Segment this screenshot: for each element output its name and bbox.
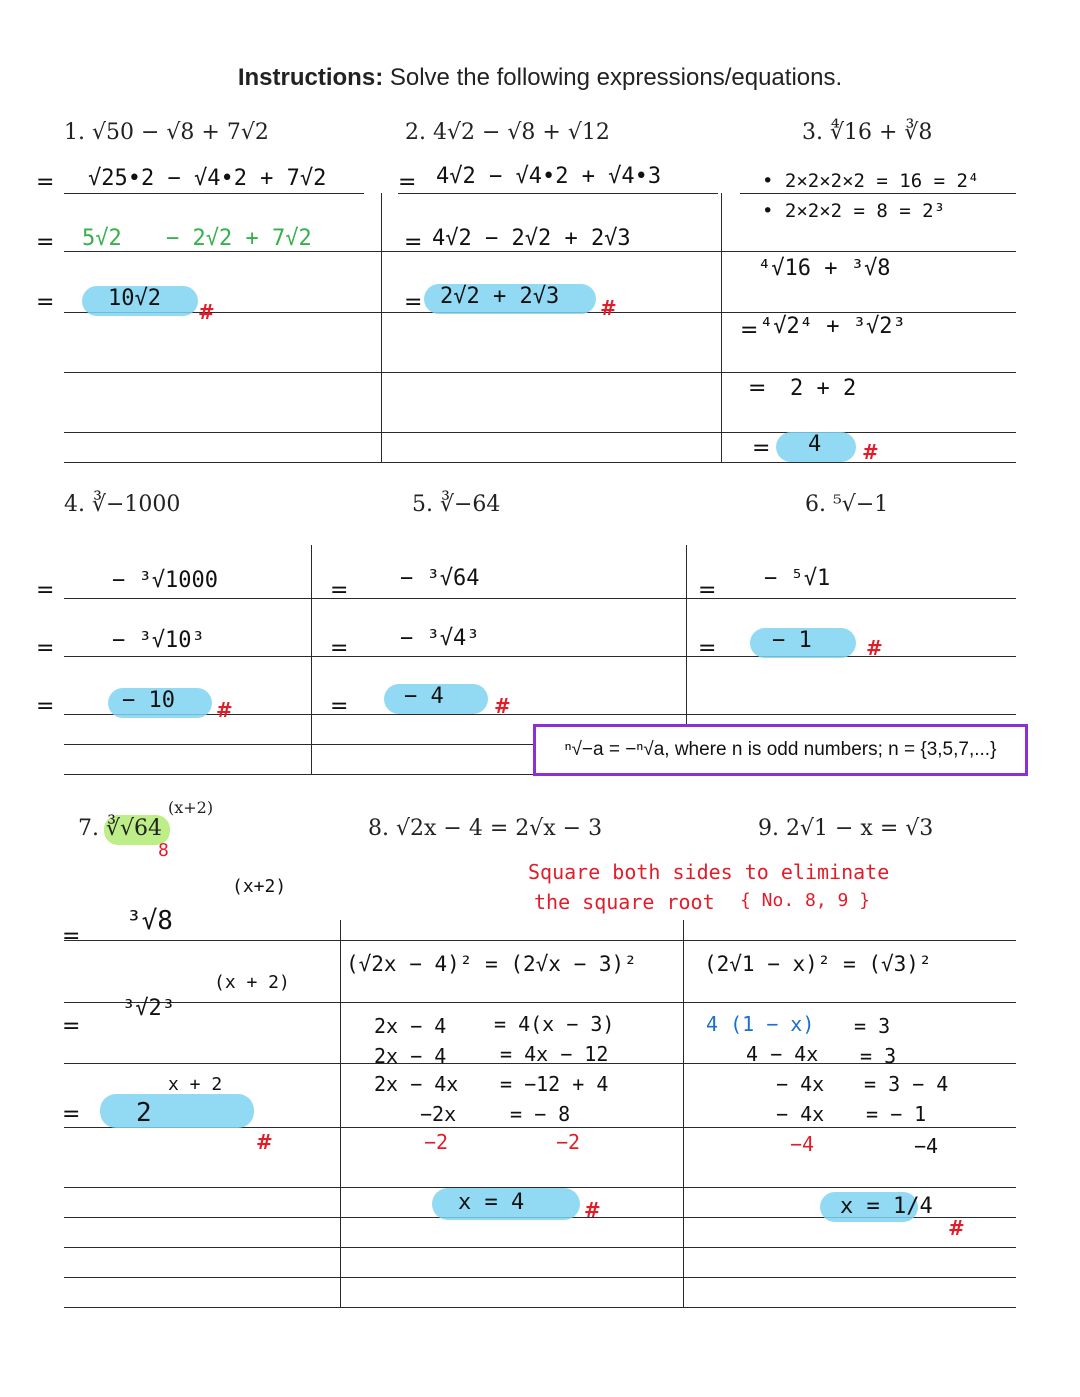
- answer-2: 2√2 + 2√3: [440, 284, 560, 309]
- answer-4: − 10: [122, 688, 175, 713]
- equals-sign: =: [740, 318, 759, 343]
- check-mark: #: [198, 300, 215, 324]
- work-8-line-2b: = 4(x − 3): [494, 1012, 615, 1036]
- problem-4: 4. ∛−1000: [64, 492, 181, 517]
- check-mark: #: [600, 296, 617, 320]
- work-5-line-2: − ³√4³: [400, 626, 480, 651]
- problem-5: 5. ∛−64: [412, 492, 501, 517]
- equals-sign: =: [330, 636, 349, 661]
- square-note-line-1: Square both sides to eliminate: [528, 860, 890, 884]
- problem-7: 7. ∛√64: [78, 816, 163, 841]
- work-8-line-4b: = −12 + 4: [500, 1072, 609, 1096]
- square-note-line-3: { No. 8, 9 }: [740, 890, 871, 911]
- work-9-line-3b: = 3: [860, 1044, 897, 1068]
- work-8-line-4a: 2x − 4x: [374, 1072, 459, 1096]
- work-8-line-2a: 2x − 4: [374, 1014, 447, 1038]
- work-2-line-2: 4√2 − 2√2 + 2√3: [432, 226, 631, 251]
- instructions-label: Instructions:: [237, 64, 384, 91]
- square-note-line-2: the square root: [534, 890, 715, 914]
- equals-sign: =: [398, 170, 417, 195]
- work-1-line-2b: − 2√2 + 7√2: [166, 226, 312, 251]
- check-mark: #: [256, 1130, 273, 1154]
- answer-7-highlight: [100, 1094, 254, 1128]
- work-8-line-1: (√2x − 4)² = (2√x − 3)²: [346, 952, 637, 976]
- equals-sign: =: [404, 230, 423, 255]
- work-8-line-3a: 2x − 4: [374, 1044, 447, 1068]
- equals-sign: =: [404, 290, 423, 315]
- work-9-line-2b: = 3: [854, 1014, 891, 1038]
- equals-sign: =: [62, 1102, 81, 1127]
- work-9-line-5b: = − 1: [866, 1102, 927, 1126]
- answer-1: 10√2: [108, 286, 161, 311]
- answer-8: x = 4: [458, 1190, 525, 1215]
- equals-sign: =: [36, 230, 55, 255]
- work-1-line-2a: 5√2: [82, 226, 122, 251]
- work-9-line-6a: −4: [790, 1132, 815, 1156]
- check-mark: #: [494, 694, 511, 718]
- answer-9: x = 1/4: [840, 1194, 933, 1219]
- work-8-line-5a: −2x: [420, 1102, 457, 1126]
- work-3-line-5: 2 + 2: [790, 376, 857, 401]
- work-4-line-1: − ³√1000: [112, 568, 218, 593]
- equals-sign: =: [330, 694, 349, 719]
- work-2-line-1: 4√2 − √4•2 + √4•3: [436, 164, 662, 189]
- problem-2: 2. 4√2 − √8 + √12: [405, 120, 610, 145]
- work-7-line-2-exp: (x + 2): [214, 972, 290, 993]
- answer-6: − 1: [772, 628, 812, 653]
- problem-6: 6. ⁵√−1: [805, 492, 889, 517]
- equals-sign: =: [698, 636, 717, 661]
- work-1-line-1: √25•2 − √4•2 + 7√2: [88, 166, 327, 191]
- answer-3: 4: [808, 432, 822, 457]
- equals-sign: =: [36, 290, 55, 315]
- work-7-line-2: ³√2³: [122, 996, 175, 1021]
- equals-sign: =: [62, 1014, 81, 1039]
- answer-5: − 4: [404, 684, 444, 709]
- work-8-line-3b: = 4x − 12: [500, 1042, 609, 1066]
- check-mark: #: [216, 698, 233, 722]
- work-9-line-3a: 4 − 4x: [746, 1042, 819, 1066]
- check-mark: #: [948, 1216, 965, 1240]
- work-5-line-1: − ³√64: [400, 566, 480, 591]
- work-7-line-1-exp: (x+2): [232, 876, 287, 897]
- work-8-line-5b: = − 8: [510, 1102, 571, 1126]
- instructions-text: Solve the following expressions/equations.: [389, 64, 843, 91]
- work-3-line-2: • 2×2×2 = 8 = 2³: [762, 200, 946, 222]
- answer-7-exp: x + 2: [168, 1074, 223, 1095]
- work-7-line-1: ³√8: [126, 906, 173, 936]
- check-mark: #: [584, 1198, 601, 1222]
- instructions: [0, 64, 1080, 92]
- equals-sign: =: [36, 170, 55, 195]
- answer-7: 2: [136, 1098, 152, 1128]
- problem-1: 1. √50 − √8 + 7√2: [64, 120, 269, 145]
- problem-8: 8. √2x − 4 = 2√x − 3: [368, 816, 603, 841]
- problem-7-exponent: (x+2): [168, 798, 214, 817]
- check-mark: #: [866, 636, 883, 660]
- work-3-line-3: ⁴√16 + ³√8: [758, 256, 891, 281]
- problem-3: 3. ∜16 + ∛8: [802, 120, 933, 145]
- work-3-line-1: • 2×2×2×2 = 16 = 2⁴: [762, 170, 980, 192]
- equals-sign: =: [752, 436, 771, 461]
- work-9-line-5a: − 4x: [776, 1102, 825, 1126]
- work-9-line-1: (2√1 − x)² = (√3)²: [704, 952, 932, 976]
- equals-sign: =: [36, 578, 55, 603]
- work-9-line-2a: 4 (1 − x): [706, 1012, 815, 1036]
- equals-sign: =: [330, 578, 349, 603]
- equals-sign: =: [748, 376, 767, 401]
- work-8-line-6a: −2: [424, 1130, 449, 1154]
- problem-9: 9. 2√1 − x = √3: [758, 816, 934, 841]
- work-6-line-1: − ⁵√1: [764, 566, 831, 591]
- work-8-line-6b: −2: [556, 1130, 581, 1154]
- odd-root-rule-note: [533, 724, 1028, 776]
- work-9-line-4a: − 4x: [776, 1072, 825, 1096]
- work-4-line-2: − ³√10³: [112, 628, 205, 653]
- check-mark: #: [862, 440, 879, 464]
- odd-root-rule-text: ⁿ√−a = −ⁿ√a, where n is odd numbers; n = {3,5,7,...}: [564, 739, 997, 760]
- equals-sign: =: [62, 924, 81, 949]
- equals-sign: =: [698, 578, 717, 603]
- work-7-sub: 8: [158, 840, 169, 861]
- equals-sign: =: [36, 694, 55, 719]
- work-9-line-4b: = 3 − 4: [864, 1072, 949, 1096]
- work-3-line-4: ⁴√2⁴ + ³√2³: [760, 314, 906, 339]
- equals-sign: =: [36, 636, 55, 661]
- work-9-line-6b: −4: [914, 1134, 939, 1158]
